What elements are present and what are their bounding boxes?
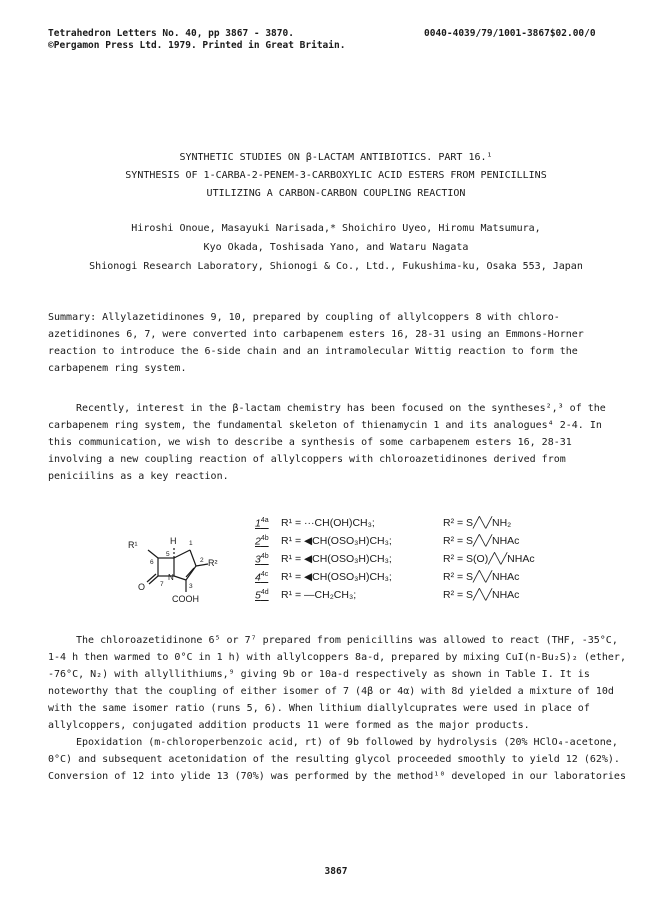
- body-line: 0°C) and subsequent acetonidation of the resulting glycol proceeded smoothly to yield 12 (62%).: [48, 754, 620, 765]
- compound-number: $2^{4b}$: [255, 535, 269, 548]
- title-line-2: SYNTHESIS OF 1-CARBA-2-PENEM-3-CARBOXYLIC ACID ESTERS FROM PENICILLINS: [125, 170, 547, 181]
- body-line: -76°C, N₂) with allyllithiums,⁹ giving 9b or 10a-d respectively as shown in Table I. It is: [48, 669, 590, 680]
- label-cooh: COOH: [172, 594, 199, 604]
- bond-5-1: [174, 550, 190, 558]
- summary-paragraph: [48, 309, 628, 377]
- body-line: Epoxidation (m-chloroperbenzoic acid, rt) of 9b followed by hydrolysis (20% HClO₄-acetone,: [76, 737, 618, 748]
- carbapenem-structure-diagram: [120, 512, 230, 607]
- intro-line: peniciilins as a key reaction.: [48, 471, 229, 482]
- r2-substituent: R² = S╱╲╱NHAc: [443, 571, 520, 583]
- intro-line: involving a new coupling reaction of allylcoppers with chloroazetidinones derived from: [48, 454, 566, 465]
- body-line: allylcoppers, conjugated addition products 11 were formed as the major products.: [48, 720, 530, 731]
- body-line: noteworthy that the coupling of either isomer of 7 (4β or 4α) with 8d yielded a mixture of 10d: [48, 686, 614, 697]
- copyright-line: ©Pergamon Press Ltd. 1979. Printed in Great Britain.: [48, 40, 346, 51]
- title-line-1: SYNTHETIC STUDIES ON β-LACTAM ANTIBIOTICS. PART 16.¹: [179, 152, 493, 163]
- r2-substituent: R² = S╱╲╱NHAc: [443, 589, 520, 601]
- title-line-3: UTILIZING A CARBON-CARBON COUPLING REACTION: [206, 188, 466, 199]
- label-pos7: 7: [160, 581, 164, 588]
- label-pos2: 2: [200, 557, 204, 564]
- compound-number: $4^{4c}$: [255, 571, 269, 584]
- bond-carbonyl: [149, 576, 158, 584]
- intro-paragraph: [48, 400, 628, 485]
- label-o: O: [138, 582, 146, 592]
- article-code: 0040-4039/79/1001-3867$02.00/0: [424, 28, 596, 39]
- r2-substituent: R² = S(O)╱╲╱NHAc: [443, 553, 535, 565]
- bond-3-n: [174, 576, 186, 580]
- body-line: The chloroazetidinone 6⁵ or 7⁷ prepared from penicillins was allowed to react (THF, -35°C,: [76, 635, 618, 646]
- compound-number: $1^{4a}$: [255, 517, 269, 530]
- body-line: Conversion of 12 into ylide 13 (70%) was performed by the method¹⁰ developed in our laboratories: [48, 771, 626, 782]
- label-n: N: [168, 573, 174, 582]
- label-h: H: [170, 536, 177, 546]
- summary-line: Summary: Allylazetidinones 9, 10, prepared by coupling of allylcoppers 8 with chloro-: [48, 312, 560, 323]
- bond-r1: [148, 550, 158, 558]
- bond-2-3-double: [186, 568, 194, 577]
- bond-1-2: [190, 550, 196, 566]
- label-pos1: 1: [189, 540, 193, 547]
- affiliation: Shionogi Research Laboratory, Shionogi & Co., Ltd., Fukushima-ku, Osaka 553, Japan: [89, 261, 583, 272]
- label-pos5: 5: [166, 551, 170, 558]
- r2-substituent: R² = S╱╲╱NH₂: [443, 517, 512, 529]
- r2-substituent: R² = S╱╲╱NHAc: [443, 535, 520, 547]
- body-line: 1-4 h then warmed to 0°C in 1 h) with allylcoppers 8a-d, prepared by mixing CuI(n-Bu₂S)₂ (ether,: [48, 652, 626, 663]
- body-paragraph: [48, 632, 628, 785]
- label-r1: R¹: [128, 540, 138, 550]
- r1-substituent: R¹ = ◀CH(OSO₃H)CH₃;: [281, 535, 392, 547]
- intro-line: carbapenem ring system, the fundamental skeleton of thienamycin 1 and its analogues⁴ 2-4. In: [48, 420, 602, 431]
- summary-line: azetidinones 6, 7, were converted into carbapenem esters 16, 28-31 using an Emmons-Horner: [48, 329, 584, 340]
- body-line: with the same isomer ratio (runs 5, 6). When lithium diallylcuprates were used in place of: [48, 703, 590, 714]
- bond-r2: [196, 564, 208, 566]
- intro-line: Recently, interest in the β-lactam chemistry has been focused on the syntheses²,³ of the: [76, 403, 606, 414]
- r1-substituent: R¹ = ···CH(OH)CH₃;: [281, 517, 375, 529]
- authors-line-2: Kyo Okada, Toshisada Yano, and Wataru Nagata: [203, 242, 469, 253]
- r1-substituent: R¹ = —CH₂CH₃;: [281, 589, 357, 601]
- r1-substituent: R¹ = ◀CH(OSO₃H)CH₃;: [281, 553, 392, 565]
- label-r2: R²: [208, 558, 218, 568]
- summary-line: reaction to introduce the 6-side chain and an intramolecular Wittig reaction to form the: [48, 346, 578, 357]
- summary-line: carbapenem ring system.: [48, 363, 187, 374]
- authors-line-1: Hiroshi Onoue, Masayuki Narisada,* Shoichiro Uyeo, Hiromu Matsumura,: [131, 223, 541, 234]
- r1-substituent: R¹ = ◀CH(OSO₃H)CH₃;: [281, 571, 392, 583]
- label-pos6: 6: [150, 559, 154, 566]
- compound-number: $5^{4d}$: [255, 589, 269, 602]
- journal-citation: Tetrahedron Letters No. 40, pp 3867 - 3870.: [48, 28, 294, 39]
- label-pos3: 3: [189, 583, 193, 590]
- intro-line: this communication, we wish to describe a synthesis of some carbapenem esters 16, 28-31: [48, 437, 572, 448]
- bond-2-3: [186, 566, 196, 580]
- bond-carbonyl-double: [147, 574, 156, 582]
- compound-number: $3^{4b}$: [255, 553, 269, 566]
- page-number: 3867: [324, 866, 348, 877]
